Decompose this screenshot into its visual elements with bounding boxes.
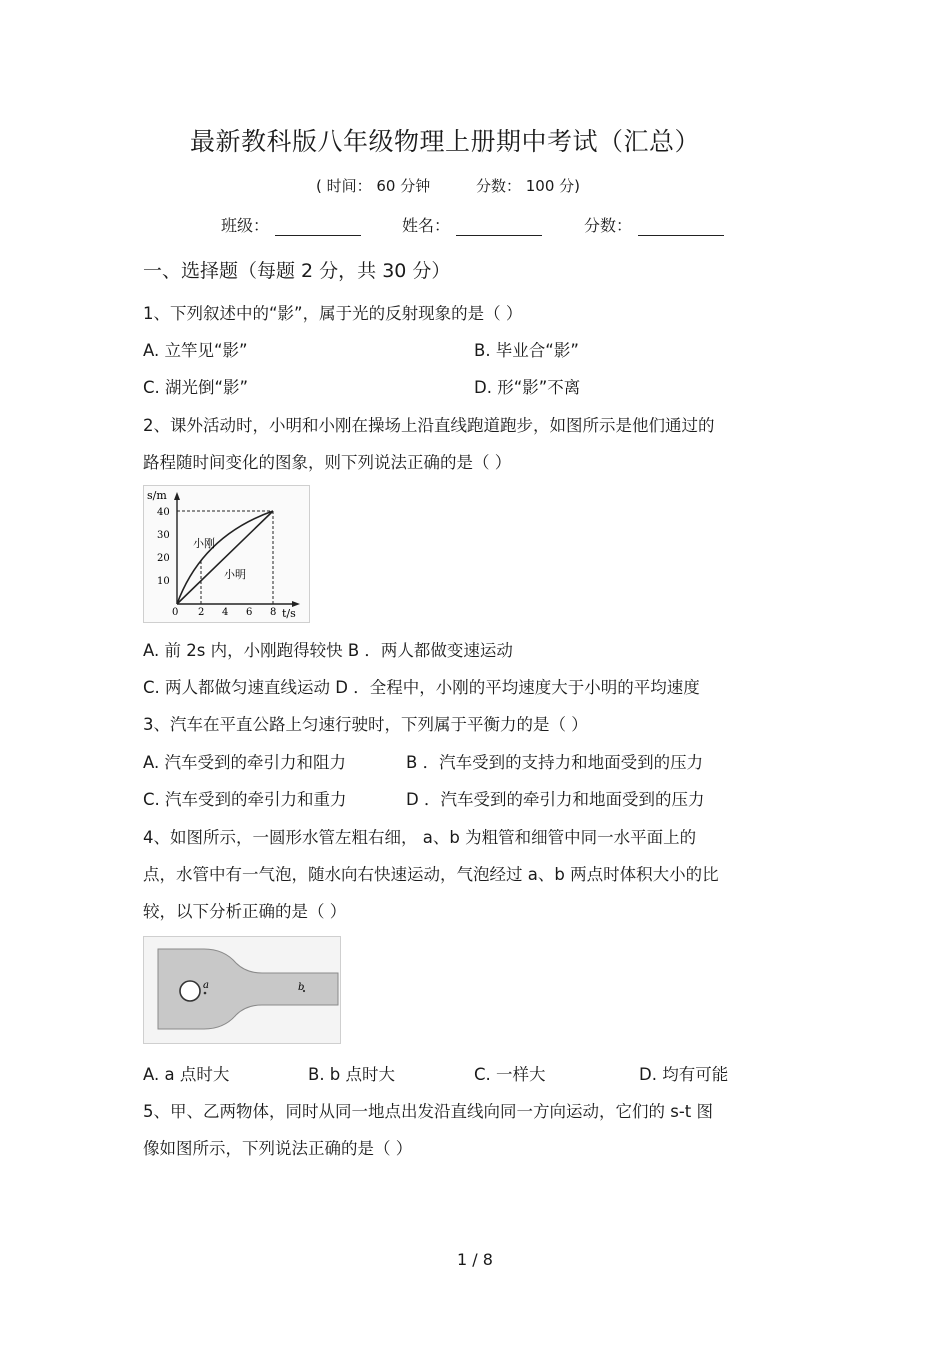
label-xiaogang: 小刚 [193, 537, 215, 550]
page-number: 1 / 8 [457, 1250, 493, 1269]
question-5-stem-line2: 像如图所示，下列说法正确的是（ ） [143, 1139, 413, 1158]
question-4-option-b: B. b 点时大 [308, 1065, 396, 1084]
question-4-stem-line3: 较，以下分析正确的是（ ） [143, 902, 347, 921]
point-b-label: b [298, 982, 305, 993]
figure-water-pipe [143, 936, 341, 1044]
y-tick-30: 30 [157, 530, 170, 541]
point-a-label: a [203, 980, 209, 991]
water-pipe-svg [144, 937, 340, 1043]
name-blank [456, 217, 542, 236]
figure-st-graph [143, 485, 310, 623]
y-axis-label: s/m [147, 489, 167, 502]
question-2-stem-line2: 路程随时间变化的图象，则下列说法正确的是（ ） [143, 453, 512, 472]
class-label: 班级： [221, 216, 270, 235]
y-tick-10: 10 [157, 576, 170, 587]
class-blank [275, 217, 361, 236]
class-field [221, 213, 361, 236]
question-4-option-d: D. 均有可能 [639, 1065, 729, 1084]
section-heading: 一、选择题（每题 2 分，共 30 分） [143, 260, 451, 282]
question-1-option-c: C. 湖光倒“影” [143, 378, 249, 397]
x-tick-4: 4 [222, 607, 229, 618]
question-3-option-c: C. 汽车受到的牵引力和重力 [143, 790, 347, 809]
point-a-dot [204, 992, 207, 995]
st-graph-svg [144, 486, 309, 622]
score-label: 分数： [584, 216, 633, 235]
question-3-stem: 3、汽车在平直公路上匀速行驶时，下列属于平衡力的是（ ） [143, 715, 588, 734]
origin-label: 0 [172, 607, 179, 618]
y-tick-40: 40 [157, 507, 170, 518]
curve-xiaoming [177, 511, 273, 604]
question-4-stem-line2: 点，水管中有一气泡，随水向右快速运动，气泡经过 a、b 两点时体积大小的比 [143, 865, 719, 884]
question-1-option-b: B. 毕业合“影” [474, 341, 579, 360]
question-1-option-d: D. 形“影”不离 [474, 378, 581, 397]
document-title: 最新教科版八年级物理上册期中考试（汇总） [189, 127, 700, 156]
exam-score: 分数： 100 分) [476, 177, 581, 195]
score-blank [638, 217, 724, 236]
exam-time: ( 时间： 60 分钟 [316, 177, 431, 195]
question-4-option-a: A. a 点时大 [143, 1065, 230, 1084]
score-field [584, 213, 724, 236]
question-2-options-cd: C. 两人都做匀速直线运动 D ．全程中，小刚的平均速度大于小明的平均速度 [143, 678, 700, 697]
question-1-option-a: A. 立竿见“影” [143, 341, 248, 360]
question-3-option-b: B ．汽车受到的支持力和地面受到的压力 [406, 753, 704, 772]
question-2-stem-line1: 2、课外活动时，小明和小刚在操场上沿直线跑道跑步，如图所示是他们通过的 [143, 416, 715, 435]
x-tick-6: 6 [246, 607, 253, 618]
x-tick-2: 2 [198, 607, 205, 618]
name-label: 姓名： [402, 216, 451, 235]
question-4-option-c: C. 一样大 [474, 1065, 546, 1084]
question-5-stem-line1: 5、甲、乙两物体，同时从同一地点出发沿直线向同一方向运动，它们的 s-t 图 [143, 1102, 714, 1121]
question-3-option-a: A. 汽车受到的牵引力和阻力 [143, 753, 346, 772]
label-xiaoming: 小明 [224, 568, 246, 581]
air-bubble [180, 981, 200, 1001]
x-axis-label: t/s [282, 607, 296, 620]
y-tick-20: 20 [157, 553, 170, 564]
question-1-stem: 1、下列叙述中的“影”，属于光的反射现象的是（ ） [143, 304, 523, 323]
name-field [402, 213, 542, 236]
x-tick-8: 8 [270, 607, 277, 618]
question-3-option-d: D ．汽车受到的牵引力和地面受到的压力 [406, 790, 705, 809]
y-axis-arrow [174, 492, 180, 500]
question-2-options-ab: A. 前 2s 内，小刚跑得较快 B ．两人都做变速运动 [143, 641, 513, 660]
question-4-stem-line1: 4、如图所示，一圆形水管左粗右细， a、b 为粗管和细管中同一水平面上的 [143, 828, 697, 847]
